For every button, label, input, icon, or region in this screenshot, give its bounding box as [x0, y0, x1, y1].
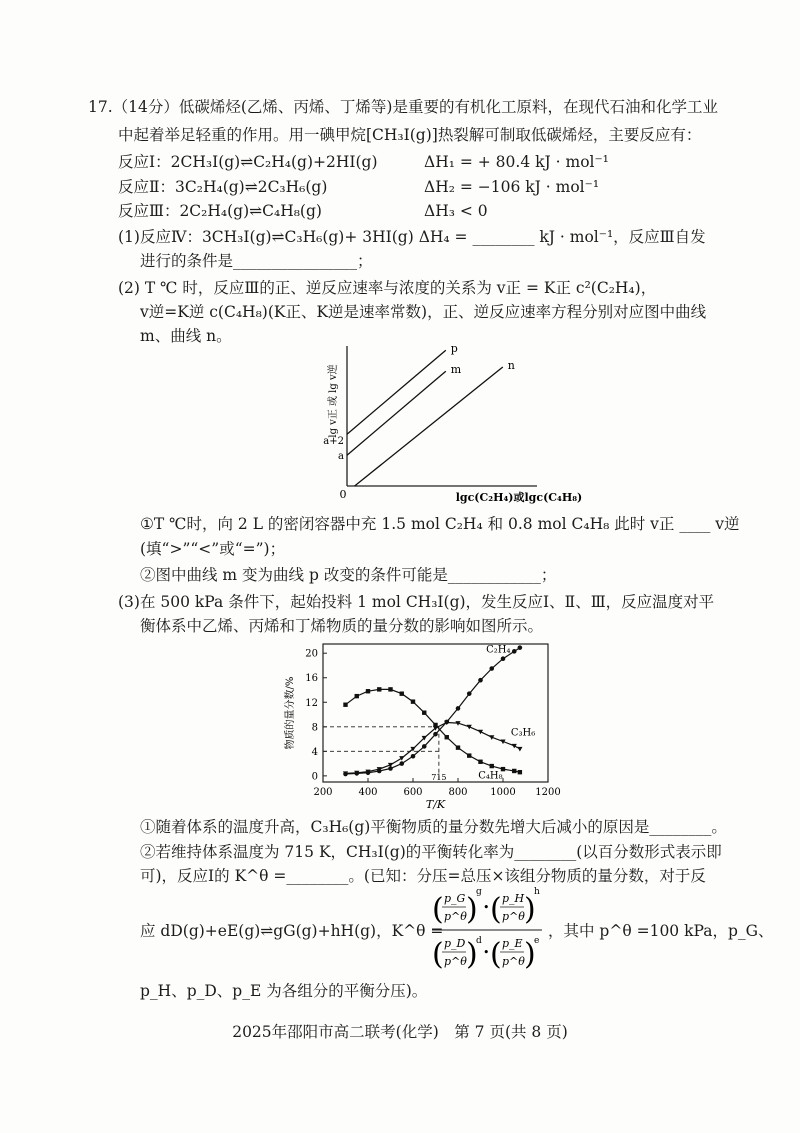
point-c2h4-6: [411, 754, 416, 759]
series-label-c4h8: C₄H₈: [478, 770, 503, 782]
reaction-1: 反应Ⅰ：2CH₃I(g)⇌C₂H₄(g)+2HI(g): [118, 153, 378, 171]
part2-line1: (2) T ℃ 时，反应Ⅲ的正、逆反应速率与浓度的关系为 v正 = K正 c²(C₂H₄)，: [118, 279, 657, 297]
point-c4h8-4: [388, 687, 392, 691]
y-axis-label: 物质的量分数/%: [285, 676, 296, 750]
svg-text:•: •: [483, 946, 490, 959]
point-c2h4-16: [518, 645, 523, 650]
y-mark-1: a+2: [323, 435, 344, 447]
series-line-0: [346, 648, 520, 774]
page-footer: 2025年邵阳市高二联考(化学) 第 7 页(共 8 页): [232, 1023, 568, 1041]
point-c2h4-12: [478, 678, 483, 683]
y-tick-label-0: 0: [311, 771, 318, 783]
part3-q2-line1: ②若维持体系温度为 715 K，CH₃I(g)的平衡转化率为________(以百分数形式表示即: [140, 843, 722, 861]
point-c4h8-6: [411, 699, 415, 703]
part2-line2: v逆=K逆 c(C₄H₈)(K正、K逆是速率常数)，正、逆反应速率方程分别对应图中曲线: [140, 303, 707, 321]
point-c2h4-14: [501, 656, 506, 661]
x-tick-label-0: 200: [313, 787, 333, 798]
curve-label-n: n: [507, 359, 515, 372]
point-c2h4-11: [467, 691, 472, 696]
point-c4h8-10: [456, 745, 460, 749]
point-c4h8-8: [433, 723, 437, 727]
part2-q1-line2: (填“>”“<”或“=”)；: [140, 540, 286, 558]
question-intro-2: 中起着举足轻重的作用。用一碘甲烷[CH₃I(g)]热裂解可制取低碳烯烃，主要反应有：: [118, 126, 702, 144]
point-c2h4-15: [512, 649, 517, 654]
part3-line1: (3)在 500 kPa 条件下，起始投料 1 mol CH₃I(g)，发生反应Ⅰ、Ⅱ、Ⅲ，反应温度对平: [118, 593, 715, 611]
point-c4h8-5: [400, 691, 404, 695]
guide-x-label: 715: [431, 773, 447, 782]
numerator-ref-2: p^θ: [502, 910, 525, 923]
question-intro-1: 17.（14分）低碳烯烃(乙烯、丙烯、丁烯等)是重要的有机化工原料，在现代石油和化学工业: [88, 98, 718, 116]
point-c4h8-0: [343, 703, 347, 707]
denominator-pd: p_D: [444, 937, 466, 950]
x-tick-label-5: 1200: [535, 787, 561, 798]
point-c3h6-16: [517, 747, 522, 752]
numerator-pg: p_G: [444, 892, 466, 905]
y-axis-label: lg v正 或 lg v逆: [328, 364, 339, 438]
reaction-3-enthalpy: ΔH₃ < 0: [424, 202, 488, 220]
point-c4h8-2: [366, 689, 370, 693]
point-c2h4-8: [433, 732, 438, 737]
part3-q1: ①随着体系的温度升高，C₃H₆(g)平衡物质的量分数先增大后减小的原因是________。: [140, 818, 727, 836]
rate-chart: [323, 338, 583, 510]
y-tick-label-3: 12: [305, 697, 318, 709]
reaction-2-enthalpy: ΔH₂ = −106 kJ · mol⁻¹: [424, 178, 600, 196]
series-label-c3h6: C₃H₆: [510, 727, 536, 739]
svg-text:): ): [466, 937, 478, 972]
part2-q1-line1: ①T ℃时，向 2 L 的密闭容器中充 1.5 mol C₂H₄ 和 0.8 mol C₄H₈ 此时 v正 ____ v逆: [140, 515, 740, 533]
exp-h: h: [534, 887, 540, 897]
exp-d: d: [476, 936, 482, 946]
svg-text:): ): [466, 892, 478, 927]
svg-text:): ): [524, 892, 536, 927]
origin-label: 0: [339, 488, 347, 501]
curve-p: [347, 350, 446, 434]
point-c4h8-16: [518, 770, 522, 774]
part2-q2: ②图中曲线 m 变为曲线 p 改变的条件可能是____________；: [140, 566, 557, 584]
x-tick-label-3: 800: [448, 787, 468, 798]
part1-line1: (1)反应Ⅳ：3CH₃I(g)⇌C₃H₆(g)+ 3HI(g) ΔH₄ = ________ kJ · mol⁻¹，反应Ⅲ自发: [118, 228, 706, 246]
denominator-ref-2: p^θ: [502, 955, 525, 968]
svg-text:): ): [524, 937, 536, 972]
y-tick-label-4: 16: [305, 673, 318, 685]
equilibrium-constant-formula: [430, 884, 545, 976]
svg-text:(: (: [432, 892, 444, 927]
reaction-1-enthalpy: ΔH₁ = + 80.4 kJ · mol⁻¹: [424, 153, 609, 171]
x-axis-label: T/K: [425, 798, 446, 811]
point-c3h6-5: [399, 756, 404, 761]
x-axis-label: lgc(C₂H₄)或lgc(C₄H₈): [455, 491, 583, 504]
svg-text:(: (: [490, 937, 502, 972]
fraction-chart: [275, 638, 565, 813]
svg-text:•: •: [483, 901, 490, 914]
point-c4h8-7: [422, 710, 426, 714]
point-c4h8-15: [512, 769, 516, 773]
svg-text:(: (: [490, 892, 502, 927]
curve-n: [355, 367, 503, 486]
point-c2h4-7: [422, 744, 427, 749]
plot-frame: [323, 644, 548, 782]
x-tick-label-4: 1000: [490, 787, 516, 798]
part2-line3: m、曲线 n。: [140, 327, 232, 345]
exp-e: e: [534, 936, 540, 946]
x-tick-label-1: 400: [358, 787, 378, 798]
y-tick-label-2: 8: [311, 722, 318, 734]
part1-line2: 进行的条件是________________；: [140, 252, 373, 270]
part3-q2-line3b: ，其中 p^θ =100 kPa，p_G、: [548, 922, 774, 940]
curve-label-p: p: [450, 342, 458, 356]
x-tick-label-2: 600: [403, 787, 423, 798]
series-label-c2h4: C₂H₄: [486, 644, 511, 656]
denominator-pe: p_E: [502, 937, 523, 950]
curve-m: [347, 371, 446, 455]
numerator-ref-1: p^θ: [444, 910, 467, 923]
point-c4h8-11: [467, 753, 471, 757]
svg-text:(: (: [432, 937, 444, 972]
part3-q2-line4: p_H、p_D、p_E 为各组分的平衡分压)。: [140, 982, 428, 1000]
reaction-2: 反应Ⅱ：3C₂H₄(g)⇌2C₃H₆(g): [118, 178, 328, 196]
y-tick-label-1: 4: [311, 746, 318, 758]
point-c2h4-5: [399, 761, 404, 766]
point-c2h4-13: [489, 666, 494, 671]
part3-q2-line2: 可)，反应Ⅰ的 K^θ =________。(已知：分压=总压×该组分物质的量分数，对于反: [140, 867, 706, 885]
part3-q2-line3a: 应 dD(g)+eE(g)⇌gG(g)+hH(g)，K^θ =: [140, 922, 444, 940]
numerator-ph: p_H: [502, 892, 525, 905]
reaction-3: 反应Ⅲ：2C₂H₄(g)⇌C₄H₈(g): [118, 202, 322, 220]
point-c4h8-12: [478, 760, 482, 764]
point-c2h4-10: [456, 706, 461, 711]
point-c4h8-1: [355, 694, 359, 698]
part3-line2: 衡体系中乙烯、丙烯和丁烯物质的量分数的影响如图所示。: [140, 617, 544, 635]
exp-g: g: [476, 887, 482, 897]
denominator-ref-1: p^θ: [444, 955, 467, 968]
point-c4h8-9: [445, 735, 449, 739]
y-tick-label-5: 20: [305, 648, 318, 660]
point-c4h8-3: [377, 687, 381, 691]
point-c4h8-13: [490, 764, 494, 768]
curve-label-m: m: [450, 363, 462, 377]
y-mark-0: a: [338, 451, 344, 463]
